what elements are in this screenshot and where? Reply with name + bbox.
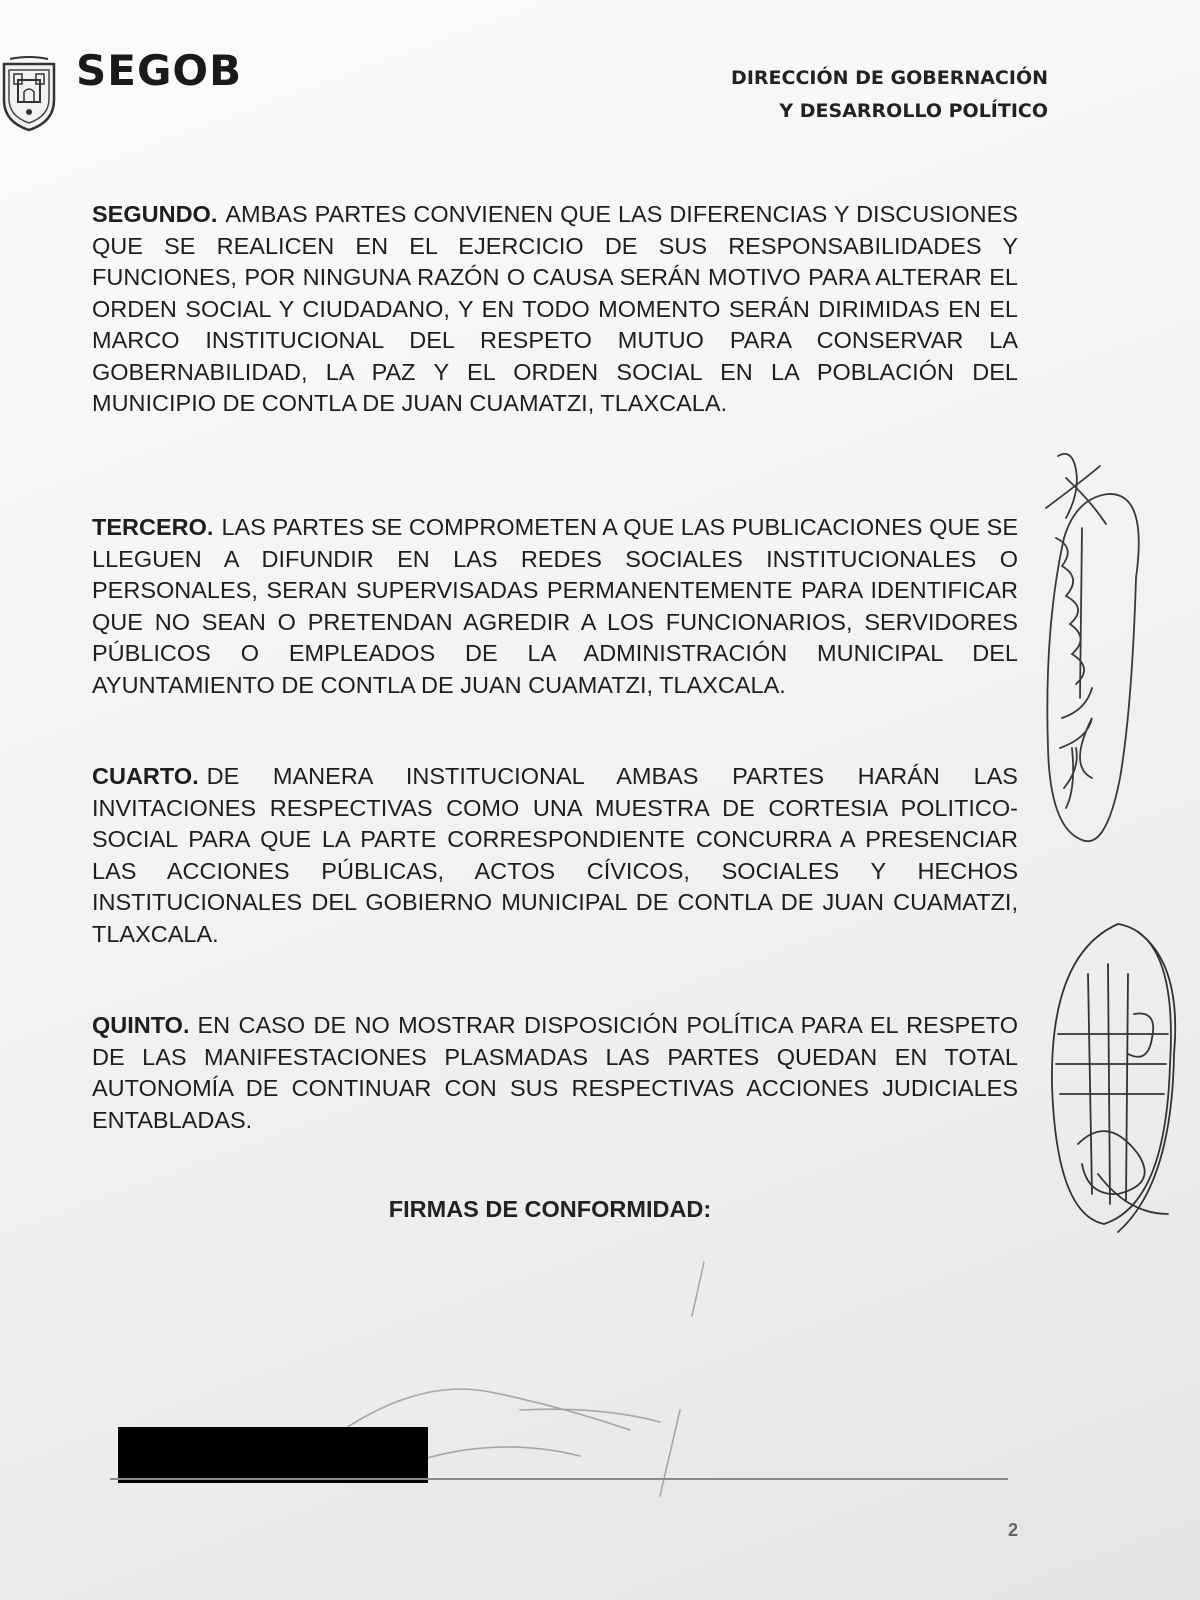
clause-heading: QUINTO. bbox=[92, 1012, 190, 1038]
agency-name: SEGOB bbox=[76, 46, 243, 95]
directorate-line-2: Y DESARROLLO POLÍTICO bbox=[779, 100, 1048, 122]
municipal-seal-icon bbox=[0, 56, 58, 132]
clause-tercero bbox=[92, 512, 1018, 701]
clause-cuarto bbox=[92, 761, 1018, 950]
clause-text: DE MANERA INSTITUCIONAL AMBAS PARTES HARÁN LAS INVITACIONES RESPECTIVAS COMO UNA MUESTRA DE CORTESIA POLITICO-SOCIAL PARA QUE LA PARTE CORRESPONDIENTE CONCURRA A PRESENCIAR LAS ACCIONES PÚBLICAS, ACTOS CÍVICOS, SOCIALES Y HECHOS INSTITUCIONALES DEL GOBIERNO MUNICIPAL DE CONTLA DE JUAN CUAMATZI, TLAXCALA. bbox=[92, 763, 1018, 947]
clause-heading: SEGUNDO. bbox=[92, 201, 218, 227]
margin-signature-icon bbox=[1036, 448, 1160, 858]
redacted-name bbox=[118, 1427, 428, 1483]
clause-heading: TERCERO. bbox=[92, 514, 214, 540]
clause-text: LAS PARTES SE COMPROMETEN A QUE LAS PUBLICACIONES QUE SE LLEGUEN A DIFUNDIR EN LAS REDES SOCIALES INSTITUCIONALES O PERSONALES, SERAN SUPERVISADAS PERMANENTEMENTE PARA IDENTIFICAR QUE NO SEAN O PRETENDAN AGREDIR A LOS FUNCIONARIOS, SERVIDORES PÚBLICOS O EMPLEADOS DE LA ADMINISTRACIÓN MUNICIPAL DEL AYUNTAMIENTO DE CONTLA DE JUAN CUAMATZI, TLAXCALA. bbox=[92, 514, 1018, 698]
page-number: 2 bbox=[1008, 1520, 1019, 1540]
signature-line bbox=[110, 1478, 1008, 1480]
signatures-heading: FIRMAS DE CONFORMIDAD: bbox=[388, 1196, 712, 1222]
clause-text: AMBAS PARTES CONVIENEN QUE LAS DIFERENCIAS Y DISCUSIONES QUE SE REALICEN EN EL EJERCICIO DE SUS RESPONSABILIDADES Y FUNCIONES, POR NINGUNA RAZÓN O CAUSA SERÁN MOTIVO PARA ALTERAR EL ORDEN SOCIAL Y CIUDADANO, Y EN TODO MOMENTO SERÁN DIRIMIDAS EN EL MARCO INSTITUCIONAL DEL RESPETO MUTUO PARA CONSERVAR LA GOBERNABILIDAD, LA PAZ Y EL ORDEN SOCIAL EN LA POBLACIÓN DEL MUNICIPIO DE CONTLA DE JUAN CUAMATZI, TLAXCALA. bbox=[92, 201, 1018, 416]
margin-signature-icon bbox=[1048, 914, 1188, 1244]
clause-segundo bbox=[92, 199, 1018, 420]
directorate-line-1: DIRECCIÓN DE GOBERNACIÓN bbox=[731, 67, 1048, 89]
clause-heading: CUARTO. bbox=[92, 763, 199, 789]
clause-text: EN CASO DE NO MOSTRAR DISPOSICIÓN POLÍTICA PARA EL RESPETO DE LAS MANIFESTACIONES PLASMADAS LAS PARTES QUEDAN EN TOTAL AUTONOMÍA DE CONTINUAR CON SUS RESPECTIVAS ACCIONES JUDICIALES ENTABLADAS. bbox=[92, 1012, 1018, 1133]
directorate-name bbox=[731, 62, 1048, 128]
clause-quinto bbox=[92, 1010, 1018, 1136]
